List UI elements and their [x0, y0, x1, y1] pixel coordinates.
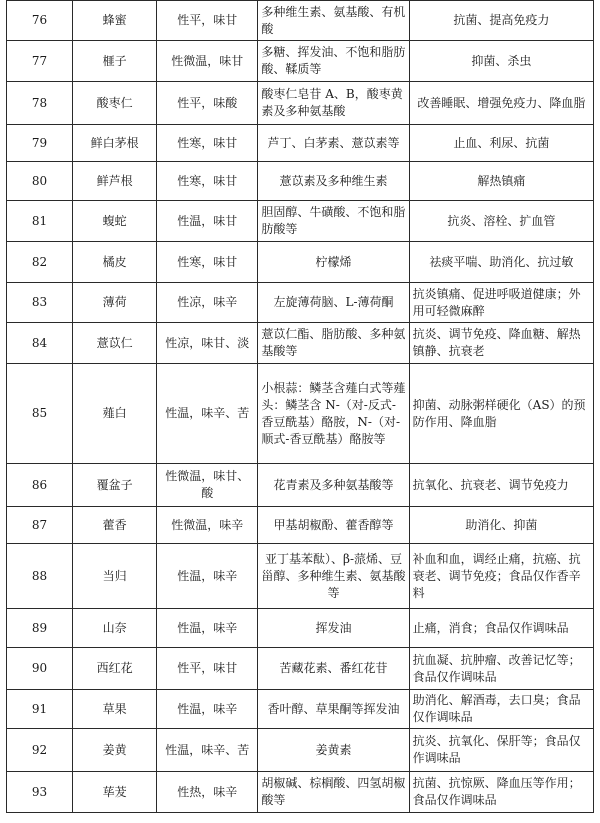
table-row [7, 1, 594, 41]
herb-components: 姜黄素 [258, 729, 409, 772]
row-number: 83 [7, 283, 73, 323]
herb-effects: 补血和血，调经止痛，抗癌、抗衰老、调节免疫；食品仅作香辛料 [409, 544, 593, 609]
herb-name: 薄荷 [73, 283, 157, 323]
herb-effects: 抗炎、溶栓、扩血管 [409, 201, 593, 242]
herb-effects: 抑菌、动脉粥样硬化（AS）的预防作用、降血脂 [409, 364, 593, 464]
row-number: 88 [7, 544, 73, 609]
table-row [7, 544, 594, 609]
herb-name: 鲜白茅根 [73, 125, 157, 162]
herb-components: 多糖、挥发油、不饱和脂肪酸、鞣质等 [258, 41, 409, 82]
row-number: 81 [7, 201, 73, 242]
herb-effects: 抗菌、提高免疫力 [409, 1, 593, 41]
row-number: 84 [7, 323, 73, 364]
herb-effects: 抗菌、抗惊厥、降血压等作用；食品仅作调味品 [409, 772, 593, 813]
row-number: 78 [7, 82, 73, 125]
herb-property: 性凉，味甘、淡 [157, 323, 258, 364]
row-number: 77 [7, 41, 73, 82]
row-number: 79 [7, 125, 73, 162]
row-number: 92 [7, 729, 73, 772]
herb-components: 多种维生素、氨基酸、有机酸 [258, 1, 409, 41]
herb-effects: 止血、利尿、抗菌 [409, 125, 593, 162]
herb-property: 性微温，味甘、酸 [157, 464, 258, 507]
herb-name: 草果 [73, 690, 157, 729]
table-row [7, 464, 594, 507]
table-row [7, 162, 594, 201]
table-row [7, 772, 594, 813]
herb-effects: 抗炎、抗氧化、保肝等；食品仅作调味品 [409, 729, 593, 772]
table-row [7, 201, 594, 242]
row-number: 89 [7, 609, 73, 648]
row-number: 90 [7, 648, 73, 690]
herb-property: 性温，味辛、苦 [157, 364, 258, 464]
herb-components: 亚丁基苯酞）、β-蒎烯、豆甾醇、多种维生素、氨基酸等 [258, 544, 409, 609]
herb-components: 左旋薄荷脑、L-薄荷酮 [258, 283, 409, 323]
table-row [7, 729, 594, 772]
herb-effects: 祛痰平喘、助消化、抗过敏 [409, 242, 593, 283]
herb-effects: 解热镇痛 [409, 162, 593, 201]
herb-effects: 抑菌、杀虫 [409, 41, 593, 82]
row-number: 86 [7, 464, 73, 507]
row-number: 80 [7, 162, 73, 201]
herb-name: 荜茇 [73, 772, 157, 813]
herb-components: 胡椒碱、棕榈酸、四氢胡椒酸等 [258, 772, 409, 813]
herb-property: 性凉，味辛 [157, 283, 258, 323]
herb-components: 薏苡仁酯、脂肪酸、多种氨基酸等 [258, 323, 409, 364]
herb-name: 酸枣仁 [73, 82, 157, 125]
herb-components: 甲基胡椒酚、藿香醇等 [258, 507, 409, 544]
herb-table [6, 0, 594, 813]
row-number: 85 [7, 364, 73, 464]
table-row [7, 242, 594, 283]
herb-components: 柠檬烯 [258, 242, 409, 283]
herb-components: 花青素及多种氨基酸等 [258, 464, 409, 507]
herb-effects: 助消化、抑菌 [409, 507, 593, 544]
herb-name: 鲜芦根 [73, 162, 157, 201]
herb-components: 小根蒜：鳞茎含薤白式等薤头：鳞茎含 N-（对-反式-香豆酰基）酪胺，N-（对-顺式-香豆酰基）酪胺等 [258, 364, 409, 464]
herb-effects: 助消化、解酒毒，去口臭；食品仅作调味品 [409, 690, 593, 729]
herb-name: 橘皮 [73, 242, 157, 283]
herb-name: 蝮蛇 [73, 201, 157, 242]
herb-property: 性热，味辛 [157, 772, 258, 813]
table-row [7, 125, 594, 162]
herb-effects: 止痛，消食；食品仅作调味品 [409, 609, 593, 648]
herb-property: 性微温，味辛 [157, 507, 258, 544]
table-row [7, 82, 594, 125]
herb-components: 薏苡素及多种维生素 [258, 162, 409, 201]
herb-components: 香叶醇、草果酮等挥发油 [258, 690, 409, 729]
table-row [7, 690, 594, 729]
herb-name: 西红花 [73, 648, 157, 690]
row-number: 82 [7, 242, 73, 283]
herb-components: 酸枣仁皂苷 A、B，酸枣黄素及多种氨基酸 [258, 82, 409, 125]
herb-property: 性平，味酸 [157, 82, 258, 125]
herb-property: 性平，味甘 [157, 648, 258, 690]
herb-components: 苦藏花素、番红花苷 [258, 648, 409, 690]
table-row [7, 41, 594, 82]
herb-effects: 抗氧化、抗衰老、调节免疫力 [409, 464, 593, 507]
herb-name: 覆盆子 [73, 464, 157, 507]
herb-name: 薤白 [73, 364, 157, 464]
row-number: 91 [7, 690, 73, 729]
table-row [7, 507, 594, 544]
herb-components: 胆固醇、牛磺酸、不饱和脂肪酸等 [258, 201, 409, 242]
herb-name: 榧子 [73, 41, 157, 82]
herb-property: 性温，味辛、苦 [157, 729, 258, 772]
herb-name: 当归 [73, 544, 157, 609]
herb-property: 性温，味辛 [157, 690, 258, 729]
table-row [7, 364, 594, 464]
herb-property: 性温，味辛 [157, 609, 258, 648]
table-row [7, 609, 594, 648]
herb-components: 芦丁、白茅素、薏苡素等 [258, 125, 409, 162]
herb-name: 姜黄 [73, 729, 157, 772]
herb-name: 蜂蜜 [73, 1, 157, 41]
herb-effects: 抗血凝、抗肿瘤、改善记忆等；食品仅作调味品 [409, 648, 593, 690]
table-row [7, 648, 594, 690]
row-number: 76 [7, 1, 73, 41]
herb-property: 性寒，味甘 [157, 125, 258, 162]
table-row [7, 323, 594, 364]
herb-property: 性微温，味甘 [157, 41, 258, 82]
herb-property: 性寒，味甘 [157, 162, 258, 201]
herb-property: 性平，味甘 [157, 1, 258, 41]
row-number: 87 [7, 507, 73, 544]
herb-effects: 改善睡眠、增强免疫力、降血脂 [409, 82, 593, 125]
herb-property: 性温，味辛 [157, 544, 258, 609]
table-row [7, 283, 594, 323]
herb-effects: 抗炎镇痛、促进呼吸道健康；外用可轻微麻醉 [409, 283, 593, 323]
herb-name: 山奈 [73, 609, 157, 648]
herb-property: 性温，味甘 [157, 201, 258, 242]
row-number: 93 [7, 772, 73, 813]
herb-name: 薏苡仁 [73, 323, 157, 364]
herb-property: 性寒，味甘 [157, 242, 258, 283]
herb-components: 挥发油 [258, 609, 409, 648]
herb-effects: 抗炎、调节免疫、降血糖、解热镇静、抗衰老 [409, 323, 593, 364]
herb-name: 藿香 [73, 507, 157, 544]
